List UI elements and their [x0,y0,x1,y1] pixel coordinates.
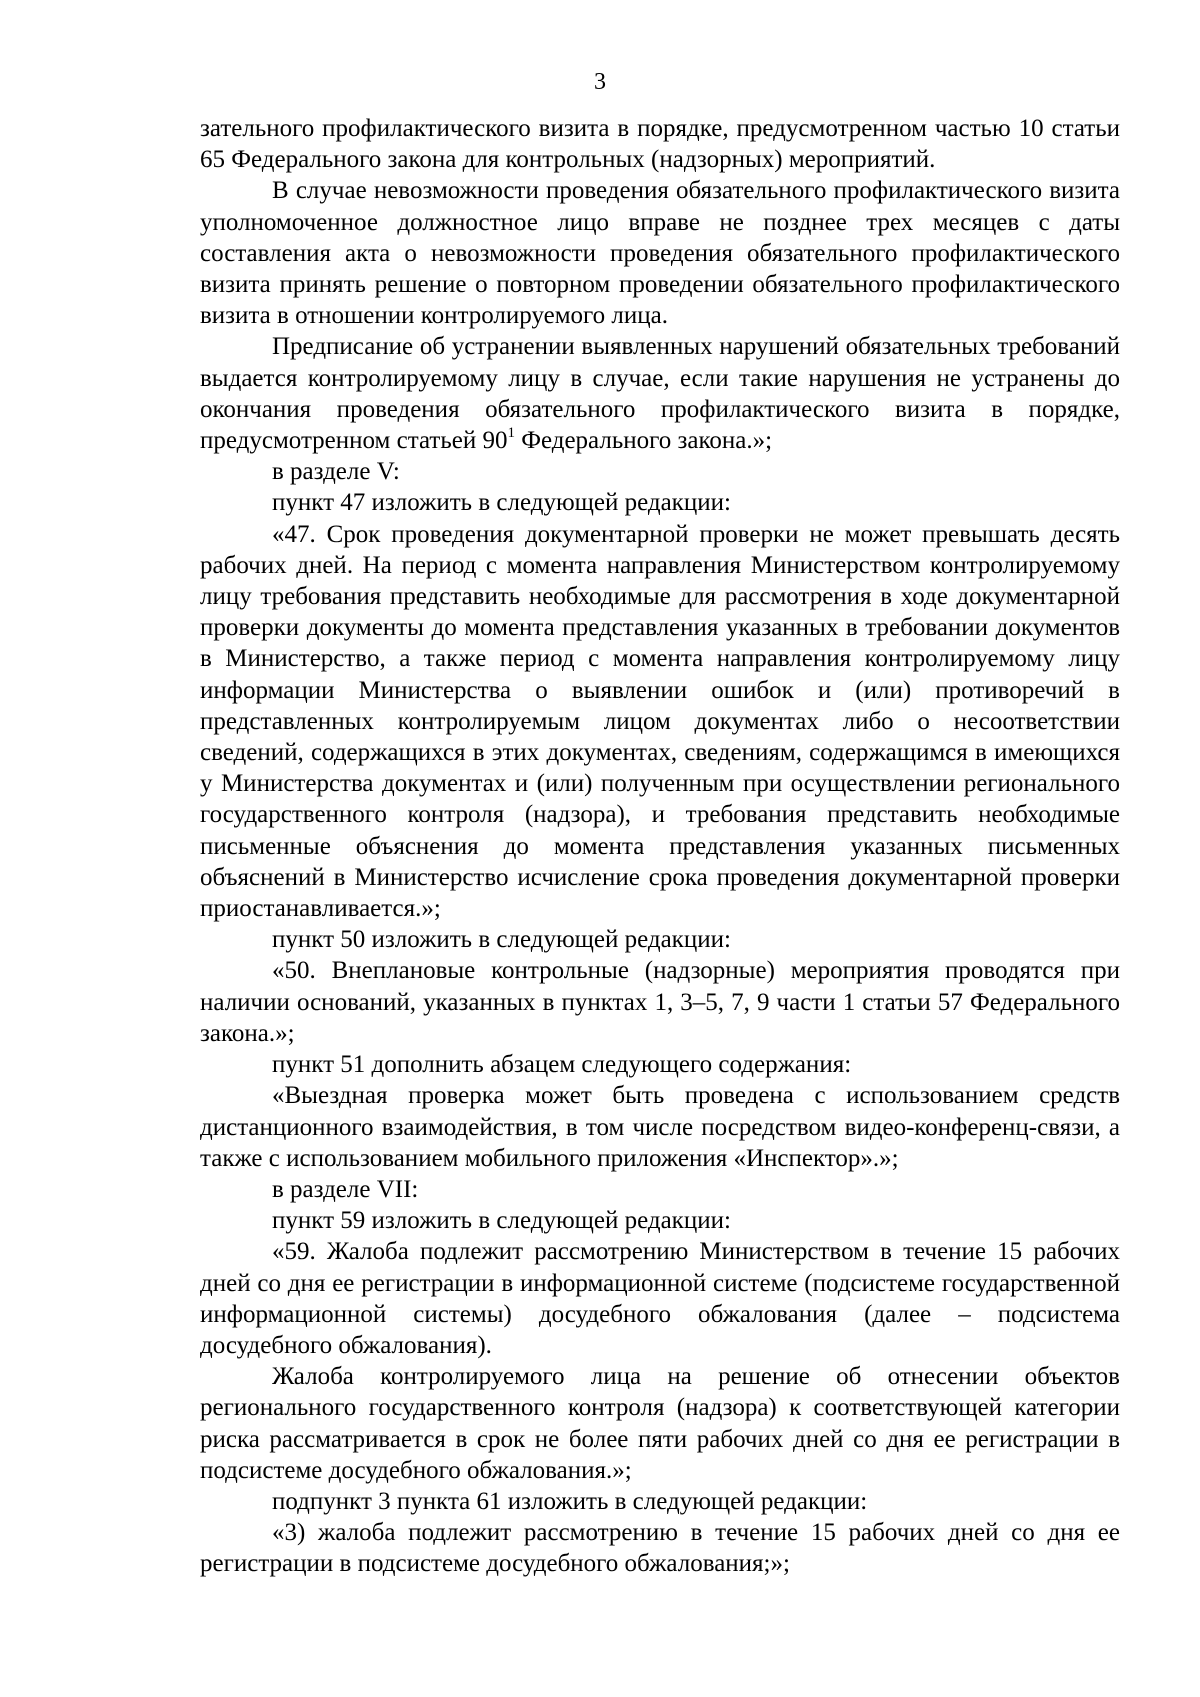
paragraph-item-47-intro: пункт 47 изложить в следующей редакции: [272,489,731,517]
paragraph-item-59: «59. Жалоба подлежит рассмотрению Министерством в течение 15 рабочих дней со дня ее регистрации в информационной системе (подсистеме государственной информационной системы) досудебного обжалования (далее – подсистема досудебного обжалования). [200,1238,1120,1359]
paragraph-item-59-intro: пункт 59 изложить в следующей редакции: [272,1207,731,1235]
paragraph-impossibility-visit: В случае невозможности проведения обязательного профилактического визита уполномоченное должностное лицо вправе не позднее трех месяцев с даты составления акта о невозможности проведения обязательного профилактического визита принять решение о повторном проведении обязательного профилактического визита в отношении контролируемого лица. [200,177,1120,330]
paragraph-item-51: «Выездная проверка может быть проведена с использованием средств дистанционного взаимодействия, в том числе посредством видео-конференц-связи, а также с использованием мобильного приложения «Инспектор».»; [200,1082,1120,1172]
paragraph-prescription-tail: Федерального закона.»; [514,427,773,455]
paragraph-complaint-category: Жалоба контролируемого лица на решение об отнесении объектов регионального государственного контроля (надзора) к соответствующей категории риска рассматривается в срок не более пяти рабочих дней со дня ее регистрации в подсистеме досудебного обжалования.»; [200,1363,1120,1484]
paragraph-item-61-intro: подпункт 3 пункта 61 изложить в следующей редакции: [272,1487,868,1515]
paragraph-item-51-intro: пункт 51 дополнить абзацем следующего содержания: [272,1051,852,1079]
paragraph-prescription-text: Предписание об устранении выявленных нарушений обязательных требований выдается контролируемому лицу в случае, если такие нарушения не устранены до окончания проведения обязательного профилактического визита в порядке, предусмотренном статьей 90 [200,333,1120,455]
paragraph-section-v: в разделе V: [272,458,400,486]
paragraph-item-61-sub3: «3) жалоба подлежит рассмотрению в течение 15 рабочих дней со дня ее регистрации в подсистеме досудебного обжалования;»; [200,1519,1120,1578]
paragraph-item-47: «47. Срок проведения документарной проверки не может превышать десять рабочих дней. На период с момента направления Министерством контролируемому лицу требования представить необходимые для рассмотрения в ходе документарной проверки документы до момента представления указанных в требовании документов в Министерство, а также период с момента направления контролируемому лицу информации Министерства о выявлении ошибок и (или) противоречий в представленных контролируемым лицом документах либо о несоответствии сведений, содержащихся в этих документах, сведениям, содержащимся в имеющихся у Министерства документах и (или) полученным при осуществлении регионального государственного контроля (надзора), и требования представить необходимые письменные объяснения до момента представления указанных письменных объяснений в Министерство исчисление срока проведения документарной проверки приостанавливается.»; [200,520,1120,923]
superscript-one: 1 [507,424,515,441]
document-body [200,113,1120,1580]
paragraph-continuation: зательного профилактического визита в порядке, предусмотренном частью 10 статьи 65 Федерального закона для контрольных (надзорных) мероприятий. [200,115,1120,174]
paragraph-item-50: «50. Внеплановые контрольные (надзорные) мероприятия проводятся при наличии оснований, указанных в пунктах 1, 3–5, 7, 9 части 1 статьи 57 Федерального закона.»; [200,957,1120,1047]
page-number: 3 [594,69,606,95]
paragraph-item-50-intro: пункт 50 изложить в следующей редакции: [272,926,731,954]
paragraph-section-vii: в разделе VII: [272,1175,419,1203]
paragraph-prescription [200,331,1120,456]
